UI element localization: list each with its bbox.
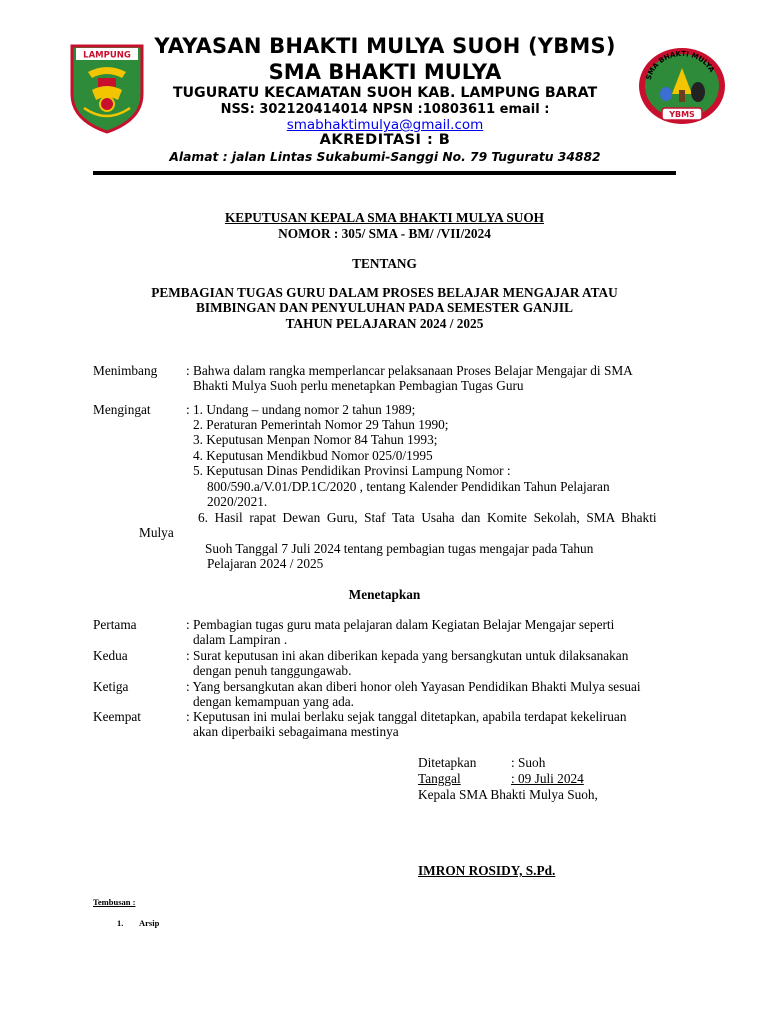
recalling-item-5c: 2020/2021. [207,494,268,509]
recalling-item-6-wrap: Mulya [139,525,174,540]
recalling-label: Mengingat [93,402,151,417]
recalling-item-6c: Pelajaran 2024 / 2025 [207,556,324,571]
cc-title: Tembusan : [93,897,136,907]
decree-number: NOMOR : 305/ SMA - BM/ /VII/2024 [278,226,491,241]
decides-title: Menetapkan [348,587,421,602]
cc-item-number: 1. [117,918,124,928]
decision-label-2: Kedua [93,648,128,663]
signatory-name: IMRON ROSIDY, S.Pd. [418,863,556,878]
decision-4-line-2: akan diperbaiki sebagaimana mestinya [193,724,399,739]
recalling-item-4: 4. Keputusan Mendikbud Nomor 025/0/1995 [193,448,433,463]
decision-label-1: Pertama [93,617,137,632]
decision-2-line-2: dengan penuh tanggungawab. [193,663,352,678]
signature-place-label: Ditetapkan [418,755,477,770]
foundation-name: YAYASAN BHAKTI MULYA SUOH (YBMS) [154,34,616,58]
school-district: TUGURATU KECAMATAN SUOH KAB. LAMPUNG BARAT [172,85,598,101]
recalling-item-6b: Suoh Tanggal 7 Juli 2024 tentang pembagian tugas mengajar pada Tahun [205,541,594,556]
decree-subject-line-2: BIMBINGAN DAN PENYULUHAN PADA SEMESTER GANJIL [196,300,573,315]
considering-label: Menimbang [93,363,158,378]
decision-1-line-2: dalam Lampiran . [193,632,288,647]
letterhead-divider [93,171,676,175]
school-ids: NSS: 302120414014 NPSN :10803611 email : [220,102,550,117]
decree-title: KEPUTUSAN KEPALA SMA BHAKTI MULYA SUOH [224,210,545,225]
decision-label-4: Keempat [93,709,141,724]
school-address: Alamat : jalan Lintas Sukabumi-Sanggi No. 79 Tuguratu 34882 [169,150,601,164]
recalling-item-1: : 1. Undang – undang nomor 2 tahun 1989; [186,402,416,417]
signature-date-label: Tanggal [418,771,461,786]
decision-label-3: Ketiga [93,679,129,694]
logo-right-label: SMA BHAKTI MULYA [644,49,716,81]
decree-subject-line-3: TAHUN PELAJARAN 2024 / 2025 [285,316,484,331]
signature-place-value: : Suoh [511,755,546,770]
decree-about: TENTANG [352,256,417,271]
cc-item-archive: Arsip [139,918,160,928]
logo-left-label: LAMPUNG [83,50,131,61]
school-email-link[interactable]: smabhaktimulya@gmail.com [286,117,484,133]
logo-right-banner: YBMS [669,110,695,119]
signature-position: Kepala SMA Bhakti Mulya Suoh, [418,787,598,802]
recalling-item-5b: 800/590.a/V.01/DP.1C/2020 , tentang Kalender Pendidikan Tahun Pelajaran [207,479,610,494]
decision-3-line-1: : Yang bersangkutan akan diberi honor oleh Yayasan Pendidikan Bhakti Mulya sesuai [186,679,641,694]
considering-line-1: : Bahwa dalam rangka memperlancar pelaksanaan Proses Belajar Mengajar di SMA [186,363,633,378]
decision-1-line-1: : Pembagian tugas guru mata pelajaran dalam Kegiatan Belajar Mengajar seperti [186,617,615,632]
recalling-item-5a: 5. Keputusan Dinas Pendidikan Provinsi Lampung Nomor : [193,463,511,478]
considering-line-2: Bhakti Mulya Suoh perlu menetapkan Pembagian Tugas Guru [193,378,524,393]
signature-date-value: : 09 Juli 2024 [511,771,584,786]
decision-4-line-1: : Keputusan ini mulai berlaku sejak tanggal ditetapkan, apabila terdapat kekeliruan [186,709,627,724]
school-name: SMA BHAKTI MULYA [268,60,502,84]
decree-subject-line-1: PEMBAGIAN TUGAS GURU DALAM PROSES BELAJAR MENGAJAR ATAU [151,285,618,300]
decision-3-line-2: dengan kemampuan yang ada. [193,694,354,709]
decision-2-line-1: : Surat keputusan ini akan diberikan kepada yang bersangkutan untuk dilaksanakan [186,648,629,663]
recalling-item-3: 3. Keputusan Menpan Nomor 84 Tahun 1993; [193,432,438,447]
accreditation: AKREDITASI : B [319,132,451,148]
recalling-item-2: 2. Peraturan Pemerintah Nomor 29 Tahun 1990; [193,417,449,432]
recalling-item-6a: 6. Hasil rapat Dewan Guru, Staf Tata Usaha dan Komite Sekolah, SMA Bhakti [198,510,657,525]
